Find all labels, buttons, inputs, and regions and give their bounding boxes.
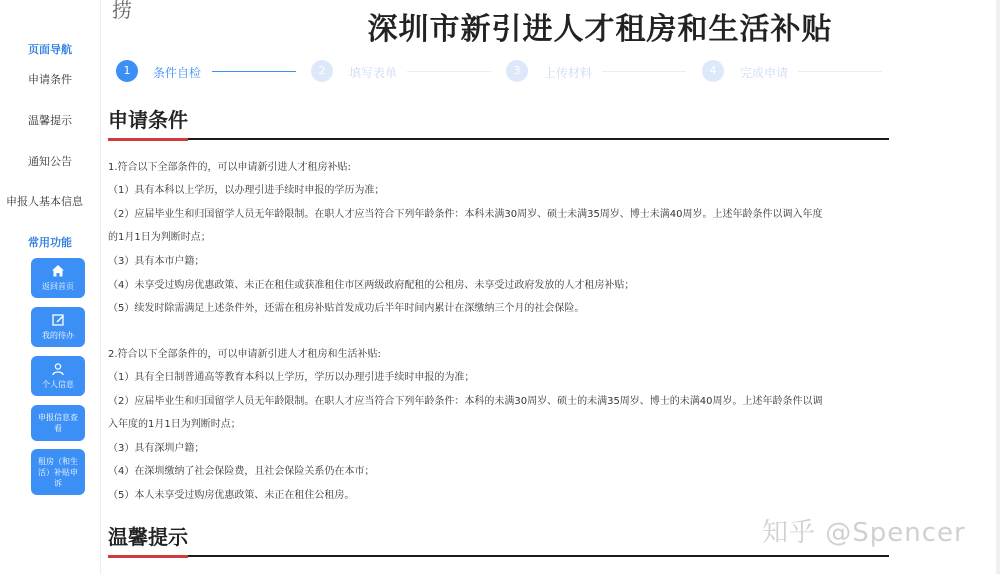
- conditions-line: （1）具有本科以上学历，以办理引进手续时申报的学历为准；: [108, 185, 385, 196]
- step-1-number: 1: [116, 60, 138, 82]
- step-2-connector: [407, 71, 491, 72]
- conditions-line: 入年度的1月1日为判断时点；: [108, 419, 241, 430]
- step-3-connector: [602, 71, 686, 72]
- tips-section-title: 温馨提示: [108, 525, 188, 549]
- conditions-section-title: 申请条件: [108, 108, 188, 132]
- sidebar-item-tips[interactable]: 温馨提示: [28, 114, 72, 127]
- todo-button-label: 我的待办: [42, 331, 74, 340]
- step-1-label: 条件自检: [153, 66, 202, 80]
- step-4-number: 4: [702, 60, 724, 82]
- page-title: 深圳市新引进人才租房和生活补贴: [367, 12, 833, 47]
- step-3-number: 3: [506, 60, 528, 82]
- step-1-connector: [212, 71, 296, 72]
- conditions-line: （3）具有深圳户籍；: [108, 443, 205, 454]
- home-button[interactable]: [31, 258, 85, 298]
- tips-divider: [108, 555, 889, 557]
- sidebar-item-conditions[interactable]: 申请条件: [28, 73, 72, 86]
- subsidy-appeal-button[interactable]: [31, 449, 85, 495]
- conditions-line: （1）具有全日制普通高等教育本科以上学历，学历以办理引进手续时申报的为准；: [108, 372, 475, 383]
- home-icon: [51, 264, 65, 278]
- nav-heading: 页面导航: [28, 43, 72, 56]
- step-2-label: 填写表单: [349, 66, 398, 80]
- step-4-connector: [798, 71, 882, 72]
- view-application-label: 申报信息查看: [38, 413, 78, 433]
- common-heading: 常用功能: [28, 236, 72, 249]
- step-2-number: 2: [311, 60, 333, 82]
- conditions-line: 的1月1日为判断时点；: [108, 232, 211, 243]
- sidebar: [0, 0, 101, 574]
- watermark: 知乎 @Spencer: [762, 518, 966, 548]
- conditions-line: （5）本人未享受过购房优惠政策、未正在租住公租房。: [108, 490, 355, 501]
- scrollbar-track[interactable]: [996, 0, 1000, 574]
- profile-button[interactable]: [31, 356, 85, 396]
- conditions-divider-accent: [108, 138, 188, 141]
- conditions-line: （2）应届毕业生和归国留学人员无年龄限制。在职人才应当符合下列年龄条件：本科未满30周岁、硕士未满35周岁、博士未满40周岁。上述年龄条件以调入年度: [108, 209, 823, 220]
- conditions-line: （4）未享受过购房优惠政策、未正在租住或获准租住市区两级政府配租的公租房、未享受过政府发放的人才租房补贴；: [108, 280, 635, 291]
- step-3-label: 上传材料: [544, 66, 593, 80]
- conditions-line: （5）续发时除需满足上述条件外，还需在租房补贴首发成功后半年时间内累计在深缴纳三个月的社会保险。: [108, 303, 585, 314]
- step-4-label: 完成申请: [740, 66, 789, 80]
- sidebar-item-notices[interactable]: 通知公告: [28, 155, 72, 168]
- tips-divider-accent: [108, 555, 188, 558]
- edit-icon: [51, 313, 65, 327]
- profile-button-label: 个人信息: [42, 380, 74, 389]
- conditions-line: （4）在深圳缴纳了社会保险费，且社会保险关系仍在本市；: [108, 466, 375, 477]
- view-application-button[interactable]: [31, 405, 85, 441]
- home-button-label: 返回首页: [42, 282, 74, 291]
- conditions-line: （3）具有本市户籍；: [108, 256, 205, 267]
- user-icon: [51, 362, 65, 376]
- todo-button[interactable]: [31, 307, 85, 347]
- conditions-line: 1.符合以下全部条件的，可以申请新引进人才租房补贴:: [108, 162, 351, 173]
- conditions-line: （2）应届毕业生和归国留学人员无年龄限制。在职人才应当符合下列年龄条件：本科的未满30周岁、硕士的未满35周岁、博士的未满40周岁。上述年龄条件以调: [108, 396, 823, 407]
- sidebar-item-applicant-info[interactable]: 申报人基本信息: [6, 195, 83, 208]
- subsidy-appeal-label: 租房（和生活）补贴申诉: [38, 456, 78, 488]
- conditions-divider: [108, 138, 889, 140]
- conditions-line: 2.符合以下全部条件的，可以申请新引进人才租房和生活补贴:: [108, 349, 381, 360]
- top-cut-text: 捞: [112, 0, 132, 22]
